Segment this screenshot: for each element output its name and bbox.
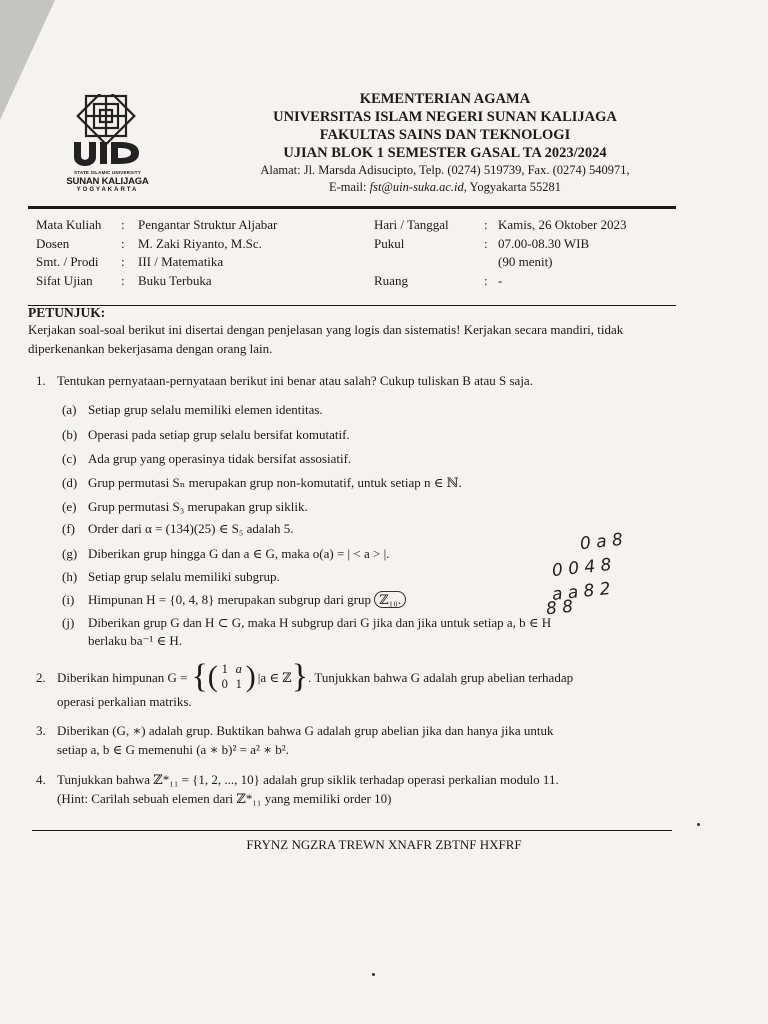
circled-z10: ℤ₁₀.	[374, 591, 406, 608]
faculty-name: FAKULTAS SAINS DAN TEKNOLOGI	[319, 127, 571, 143]
info-value: -	[498, 272, 503, 288]
footer-encoded-text: FRYNZ NGZRA TREWN XNAFR ZBTNF HXFRF	[246, 837, 522, 852]
q1-item-i: (i) Himpunan H = {0, 4, 8} merupakan subgrup dari grup ℤ₁₀.	[62, 591, 406, 609]
letterhead	[175, 90, 715, 196]
ministry-name: KEMENTERIAN AGAMA	[359, 91, 531, 107]
question-text-line2: operasi perkalian matriks.	[57, 694, 192, 709]
question-number: 4.	[36, 772, 46, 787]
q1-item-j: (j) Diberikan grup G dan H ⊂ G, maka H subgrup dari G jika dan jika untuk setiap a, b ∈ H berlaku ba⁻¹ ∈ H.	[62, 615, 552, 648]
question-3	[36, 721, 696, 761]
info-row-course: Mata Kuliah : Pengantar Struktur Aljabar	[36, 216, 277, 235]
question-text: Tentukan pernyataan-pernyataan berikut ini benar atau salah? Cukup tuliskan B atau S saja.	[57, 373, 533, 388]
question-text: Diberikan (G, ∗) adalah grup. Buktikan bahwa G adalah grup abelian jika dan hanya jika untuk	[57, 723, 554, 738]
info-value: M. Zaki Riyanto, M.Sc.	[138, 235, 262, 251]
info-key: Sifat Ujian	[36, 272, 93, 288]
exam-title: UJIAN BLOK 1 SEMESTER GASAL TA 2023/2024	[283, 145, 607, 161]
question-number: 3.	[36, 723, 46, 738]
info-row-semester: Smt. / Prodi : III / Matematika	[36, 253, 277, 272]
email-prefix: E-mail:	[329, 180, 370, 194]
question-number: 2.	[36, 670, 46, 685]
q1-item-f: (f) Order dari α = (134)(25) ∈ S₅ adalah 5.	[62, 521, 294, 536]
q1-item-c: (c) Ada grup yang operasinya tidak bersifat assosiatif.	[62, 451, 352, 466]
stray-mark	[697, 823, 700, 826]
header-divider	[28, 206, 676, 209]
uin-emblem-icon	[60, 94, 155, 172]
info-key: Pukul	[374, 235, 405, 251]
info-row-duration	[374, 253, 627, 272]
info-row-date: Hari / Tanggal : Kamis, 26 Oktober 2023	[374, 216, 627, 235]
question-4	[36, 770, 696, 810]
email-address: fst@uin-suka.ac.id	[369, 180, 464, 194]
university-name: UNIVERSITAS ISLAM NEGERI SUNAN KALIJAGA	[273, 109, 617, 125]
question-number: 1.	[36, 373, 46, 388]
info-key: Dosen	[36, 235, 70, 251]
question-text: Tunjukkan bahwa ℤ*₁₁ = {1, 2, ..., 10} adalah grup siklik terhadap operasi perkalian modulo 11.	[57, 772, 559, 787]
info-value: Kamis, 26 Oktober 2023	[498, 217, 627, 232]
page-corner-shadow	[0, 0, 55, 120]
instructions-text: Kerjakan soal-soal berikut ini disertai dengan penjelasan yang logis dan sistematis! Kerjakan secara mandiri, tidak diperkenankan bekerjasama dengan orang lain.	[28, 322, 624, 356]
q1-item-d: (d) Grup permutasi Sₙ merupakan grup non-komutatif, untuk setiap n ∈ ℕ.	[62, 475, 462, 490]
info-value: (90 menit)	[498, 254, 553, 269]
info-divider	[28, 305, 676, 306]
logo-text-yogyakarta: YOGYAKARTA	[76, 187, 139, 193]
course-info	[36, 216, 277, 290]
handwritten-note-1: 0 a 8	[579, 529, 624, 555]
info-value: Pengantar Struktur Aljabar	[138, 217, 278, 232]
info-key: Hari / Tanggal	[374, 217, 449, 232]
info-value: 07.00-08.30 WIB	[498, 235, 590, 251]
email-line	[175, 179, 715, 196]
question-text-line2: setiap a, b ∈ G memenuhi (a ∗ b)² = a² ∗ b².	[57, 742, 289, 757]
info-row-room: Ruang : -	[374, 272, 627, 291]
address-line: Alamat: Jl. Marsda Adisucipto, Telp. (0274) 519739, Fax. (0274) 540971,	[260, 163, 630, 177]
logo-text-sunan-kalijaga: SUNAN KALIJAGA	[66, 176, 149, 187]
q1-item-h: (h) Setiap grup selalu memiliki subgrup.	[62, 569, 280, 584]
q1-item-e: (e) Grup permutasi S₃ merupakan grup siklik.	[62, 499, 308, 514]
info-row-time: Pukul : 07.00-08.30 WIB	[374, 235, 627, 254]
footer-divider	[32, 830, 672, 831]
info-value: III / Matematika	[138, 254, 224, 269]
stray-mark	[372, 973, 375, 976]
schedule-info	[374, 216, 627, 290]
question-hint: (Hint: Carilah sebuah elemen dari ℤ*₁₁ yang memiliki order 10)	[57, 791, 392, 806]
q1-item-b: (b) Operasi pada setiap grup selalu bersifat komutatif.	[62, 427, 350, 442]
matrix: 1 a 0 1	[221, 662, 242, 691]
handwritten-note-3: a a 8 2	[551, 578, 612, 606]
handwritten-note-2: 0 0 4 8	[551, 554, 613, 582]
info-key: Ruang	[374, 272, 408, 288]
info-value: Buku Terbuka	[138, 272, 212, 288]
question-text: Diberikan himpunan G =	[57, 669, 188, 685]
instructions-title: PETUNJUK:	[28, 305, 106, 320]
university-logo	[60, 94, 155, 204]
handwritten-note-4: 8 8	[545, 596, 575, 620]
q1-item-g: (g) Diberikan grup hingga G dan a ∈ G, maka o(a) = | < a > |.	[62, 546, 390, 561]
info-row-exam-type: Sifat Ujian : Buku Terbuka	[36, 272, 277, 291]
info-row-lecturer: Dosen : M. Zaki Riyanto, M.Sc.	[36, 235, 277, 254]
email-suffix: , Yogyakarta 55281	[463, 180, 561, 194]
info-key: Mata Kuliah	[36, 217, 102, 232]
logo-text-state-islamic: STATE ISLAMIC UNIVERSITY	[74, 170, 141, 175]
question-2: 2. Diberikan himpunan G = { ( 1 a 0 1 ) |a ∈ ℤ } . Tunjukkan bahwa G adalah grup abelian terhadap operasi perkalian matriks.	[36, 658, 574, 709]
set-condition: |a ∈ ℤ	[257, 669, 292, 685]
q1-item-a: (a) Setiap grup selalu memiliki elemen identitas.	[62, 402, 323, 417]
info-key: Smt. / Prodi	[36, 254, 99, 269]
